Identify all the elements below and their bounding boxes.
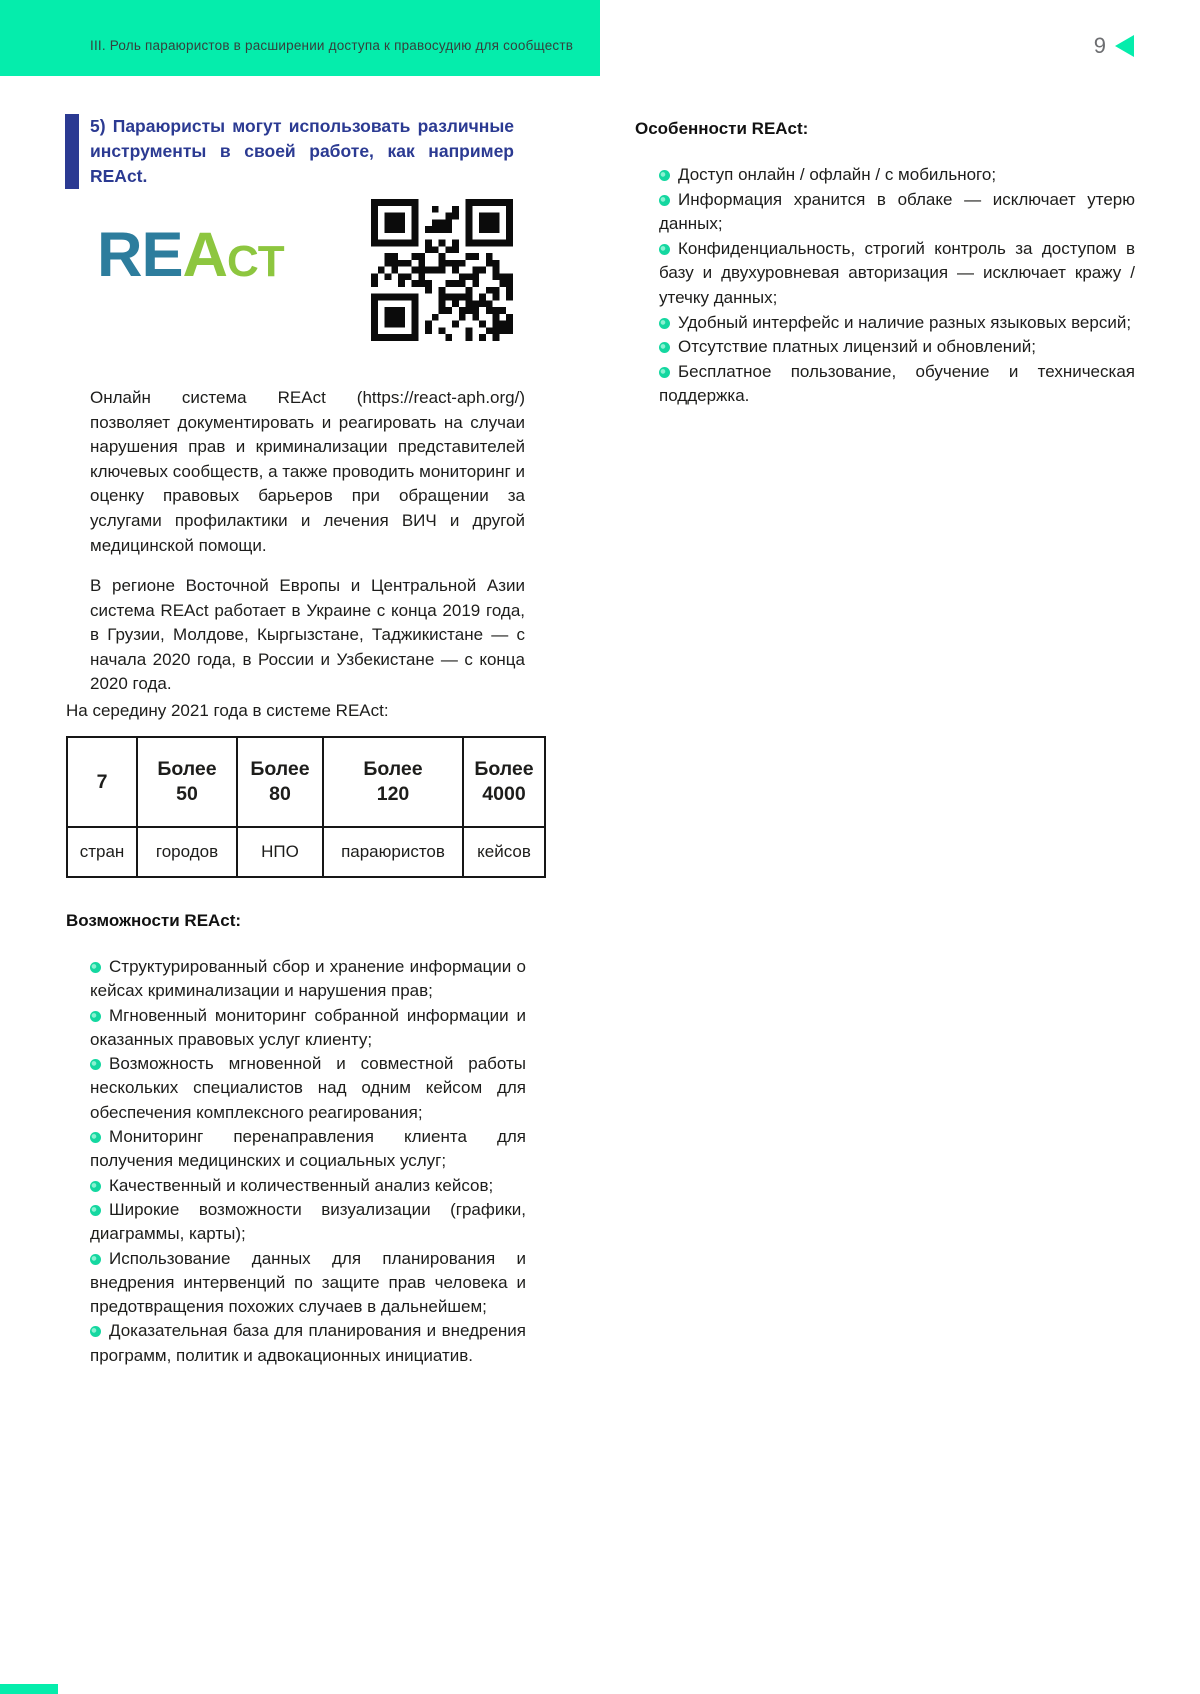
stat-ngo-label: НПО (237, 827, 323, 877)
list-item: Информация хранится в облаке — исключает утерю данных; (659, 188, 1135, 237)
section-title: III. Роль параюристов в расширении доступа к правосудию для сообществ (90, 37, 574, 53)
stat-countries-label: стран (67, 827, 137, 877)
paragraph-react-description: Онлайн система REAct (https://react-aph.org/) позволяет документировать и реагировать на случаи нарушения прав и криминализации представителей ключевых сообществ, а также проводить мониторинг и оценку правовых барьеров при обращении за услугами профилактики и лечения ВИЧ и другой медицинской помощи. (90, 388, 525, 555)
react-logo-act: Act (182, 220, 284, 290)
stat-cities-value: Более 50 (137, 737, 237, 827)
stats-table-labels-row (67, 827, 545, 877)
stat-paralegals-label: параюристов (323, 827, 463, 877)
stat-paralegals-value: Более 120 (323, 737, 463, 827)
list-item: Качественный и количественный анализ кейсов; (90, 1174, 526, 1198)
list-item: Доступ онлайн / офлайн / с мобильного; (659, 163, 1135, 188)
footer-accent-strip (0, 1684, 58, 1694)
list-item: Использование данных для планирования и внедрения интервенций по защите прав человека и предотвращения похожих случаев в дальнейшем; (90, 1247, 526, 1320)
stat-cases-label: кейсов (463, 827, 545, 877)
section-heading-block (65, 114, 514, 189)
stat-countries-value: 7 (67, 737, 137, 827)
list-item: Структурированный сбор и хранение информации о кейсах криминализации и нарушения прав; (90, 955, 526, 1004)
react-logo-re: RE (97, 220, 183, 290)
stats-table (66, 736, 546, 878)
react-logo (97, 220, 284, 290)
stats-intro: На середину 2021 года в системе REAct: (66, 701, 389, 720)
list-item: Конфиденциальность, строгий контроль за доступом в базу и двухуровневая авторизация — исключает кражу / утечку данных; (659, 237, 1135, 311)
list-item: Мгновенный мониторинг собранной информации и оказанных правовых услуг клиенту; (90, 1004, 526, 1053)
list-item: Возможность мгновенной и совместной работы нескольких специалистов над одним кейсом для обеспечения комплексного реагирования; (90, 1052, 526, 1125)
features-heading: Возможности REAct: (66, 911, 242, 930)
features-list (90, 955, 526, 1368)
list-item: Широкие возможности визуализации (графики, диаграммы, карты); (90, 1198, 526, 1247)
list-item: Удобный интерфейс и наличие разных языковых версий; (659, 311, 1135, 336)
header-bar (0, 0, 600, 76)
section-heading: 5) Параюристы могут использовать различные инструменты в своей работе, как например REAct. (90, 116, 514, 186)
list-item: Отсутствие платных лицензий и обновлений; (659, 335, 1135, 360)
qr-code-icon (371, 199, 513, 341)
page-marker (1094, 33, 1134, 59)
stats-table-values-row (67, 737, 545, 827)
heading-accent-bar (65, 114, 79, 189)
stat-cases-value: Более 4000 (463, 737, 545, 827)
page-number: 9 (1093, 33, 1106, 58)
specifics-list (659, 163, 1135, 409)
stat-ngo-value: Более 80 (237, 737, 323, 827)
list-item: Мониторинг перенаправления клиента для получения медицинских и социальных услуг; (90, 1125, 526, 1174)
list-item: Бесплатное пользование, обучение и техническая поддержка. (659, 360, 1135, 409)
specifics-heading: Особенности REAct: (635, 119, 809, 138)
arrow-left-icon (1115, 35, 1134, 57)
list-item: Доказательная база для планирования и внедрения программ, политик и адвокационных инициатив. (90, 1319, 526, 1368)
stat-cities-label: городов (137, 827, 237, 877)
paragraph-react-region: В регионе Восточной Европы и Центральной Азии система REAct работает в Украине с конца 2019 года, в Грузии, Молдове, Кыргызстане, Таджикистане — с начала 2020 года, в России и Узбекистане — с конца 2020 года. (90, 576, 525, 694)
